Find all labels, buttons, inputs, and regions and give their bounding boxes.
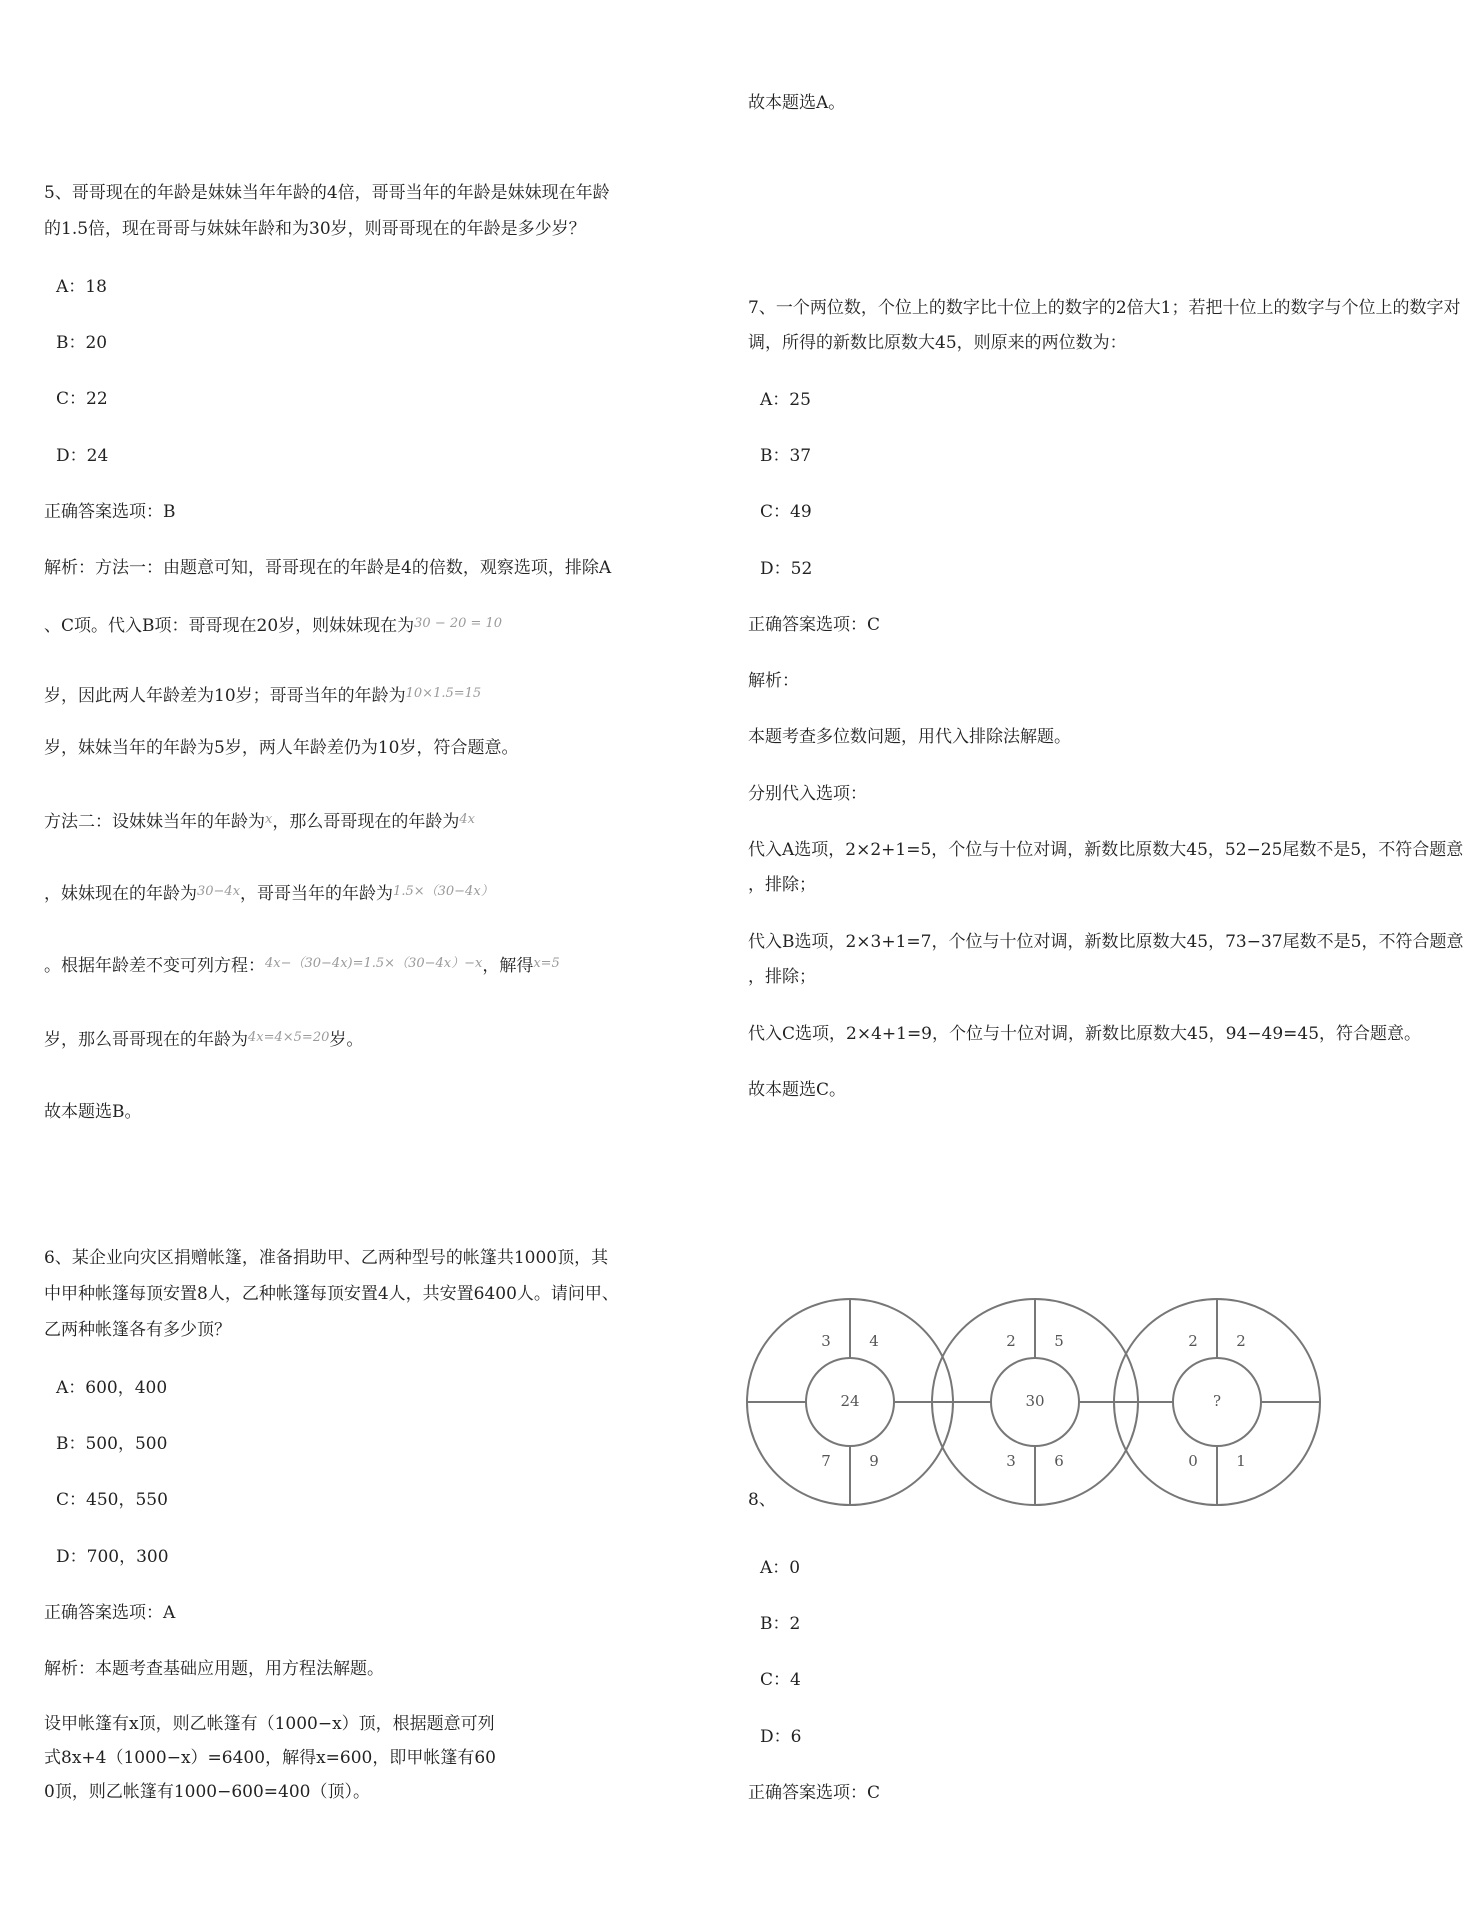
ring-number-center: 24: [840, 1392, 860, 1410]
q6-option-c: C：450，550: [56, 1490, 168, 1510]
q5-analysis-line3: 岁，因此两人年龄差为10岁；哥哥当年的年龄为$^{10\times 1.5=15}$: [44, 686, 482, 706]
q5-stem-line1: 5、哥哥现在的年龄是妹妹当年年龄的4倍，哥哥当年的年龄是妹妹现在年龄: [44, 183, 610, 203]
q6-option-a: A：600，400: [56, 1378, 168, 1398]
ring-number-bottom-left: 7: [821, 1452, 831, 1470]
q7-option-b: B：37: [760, 446, 812, 466]
ring-number-center: 30: [1025, 1392, 1045, 1410]
q6-stem-line1: 6、某企业向灾区捐赠帐篷，准备捐助甲、乙两种型号的帐篷共1000顶，其: [44, 1248, 609, 1268]
q5-method2-line3: 。根据年龄差不变可列方程：$^{4x-(30-4x)=1.5\times(30-4x)-x}$，解得$^{x=5}$: [44, 956, 560, 976]
q5-formula-6: 1.5×（30−4x）: [393, 884, 494, 899]
ring-number-top-right: 2: [1236, 1332, 1246, 1350]
ring-number-bottom-right: 1: [1236, 1452, 1246, 1470]
q5-analysis-line1: 解析：方法一：由题意可知，哥哥现在的年龄是4的倍数，观察选项，排除A: [44, 558, 612, 578]
q7-sub-c: 代入C选项，2×4+1=9，个位与十位对调，新数比原数大45，94−49=45，符合题意。: [748, 1024, 1422, 1044]
q8-answer: 正确答案选项：C: [748, 1783, 881, 1803]
q6-stem-line3: 乙两种帐篷各有多少顶？: [44, 1320, 231, 1340]
q7-analysis-line1: 本题考查多位数问题，用代入排除法解题。: [748, 727, 1071, 747]
ring-number-bottom-right: 6: [1054, 1452, 1064, 1470]
q6-option-b: B：500，500: [56, 1434, 168, 1454]
q8-option-d: D：6: [760, 1727, 802, 1747]
q5-analysis-line4: 岁，妹妹当年的年龄为5岁，两人年龄差仍为10岁，符合题意。: [44, 738, 519, 758]
q7-sub-a-line1: 代入A选项，2×2+1=5，个位与十位对调，新数比原数大45，52−25尾数不是5，不符合题意: [748, 840, 1463, 860]
q5-method2-line2: ，妹妹现在的年龄为$^{30-4x}$，哥哥当年的年龄为$^{1.5\times(30-4x)}$: [44, 884, 494, 904]
q5-formula-8: x=5: [533, 956, 560, 971]
ring-number-top-right: 4: [869, 1332, 879, 1350]
q5-analysis-line2: 、C项。代入B项：哥哥现在20岁，则妹妹现在为$^{30 - 20 = 10}$: [44, 616, 503, 636]
q6-conclusion: 故本题选A。: [748, 93, 846, 113]
ring-number-bottom-left: 3: [1006, 1452, 1016, 1470]
q8-option-a: A：0: [760, 1558, 801, 1578]
q7-option-a: A：25: [760, 390, 811, 410]
q8-ring-figure: [770, 1290, 1260, 1520]
q7-answer: 正确答案选项：C: [748, 615, 881, 635]
q7-option-c: C：49: [760, 502, 812, 522]
q6-analysis-body: 设甲帐篷有x顶，则乙帐篷有（1000−x）顶，根据题意可列式8x+4（1000−x）=6400，解得x=600，即甲帐篷有600顶，则乙帐篷有1000−600=400（顶）。: [44, 1714, 496, 1802]
ring-number-top-left: 2: [1188, 1332, 1198, 1350]
q6-option-d: D：700，300: [56, 1547, 169, 1567]
q5-formula-5: 30−4x: [197, 884, 241, 899]
q7-analysis-label: 解析：: [748, 671, 799, 691]
q5-formula-9: 4x=4×5=20: [248, 1030, 330, 1045]
q5-formula-7: 4x−（30−4x)=1.5×（30−4x）−x: [265, 956, 483, 971]
q7-conclusion: 故本题选C。: [748, 1080, 847, 1100]
q7-stem-line1: 7、一个两位数，个位上的数字比十位上的数字的2倍大1；若把十位上的数字与个位上的数字对: [748, 298, 1461, 318]
q5-conclusion: 故本题选B。: [44, 1102, 142, 1122]
q5-stem-line2: 的1.5倍，现在哥哥与妹妹年龄和为30岁，则哥哥现在的年龄是多少岁？: [44, 219, 586, 239]
ring-number-top-right: 5: [1054, 1332, 1064, 1350]
q5-option-a: A：18: [56, 277, 107, 297]
q7-sub-a-line2: ，排除；: [748, 875, 816, 895]
ring-number-top-left: 2: [1006, 1332, 1016, 1350]
ring-number-bottom-left: 0: [1188, 1452, 1198, 1470]
q5-option-d: D：24: [56, 446, 109, 466]
q7-option-d: D：52: [760, 559, 813, 579]
ring-number-center: ?: [1212, 1392, 1222, 1410]
q7-stem-line2: 调，所得的新数比原数大45，则原来的两位数为：: [748, 333, 1127, 353]
q5-method2-line1: 方法二：设妹妹当年的年龄为$^x$，那么哥哥现在的年龄为$^{4x}$: [44, 812, 475, 832]
q5-method2-line4: 岁，那么哥哥现在的年龄为$^{4x=4\times 5=20}$岁。: [44, 1030, 364, 1050]
q6-analysis-line1: 解析：本题考查基础应用题，用方程法解题。: [44, 1659, 384, 1679]
q5-option-c: C：22: [56, 389, 108, 409]
q8-option-c: C：4: [760, 1670, 801, 1690]
q5-answer: 正确答案选项：B: [44, 502, 176, 522]
q7-sub-b-line2: ，排除；: [748, 967, 816, 987]
q6-answer: 正确答案选项：A: [44, 1603, 176, 1623]
q5-formula-2: 10×1.5=15: [405, 686, 482, 701]
ring-number-bottom-right: 9: [869, 1452, 879, 1470]
q5-formula-4: 4x: [459, 812, 475, 827]
q5-formula-1: 30 − 20 = 10: [414, 616, 503, 631]
q7-sub-b-line1: 代入B选项，2×3+1=7，个位与十位对调，新数比原数大45，73−37尾数不是5，不符合题意: [748, 932, 1463, 952]
ring-number-top-left: 3: [821, 1332, 831, 1350]
q8-number: 8、: [748, 1490, 776, 1510]
q5-formula-3: x: [265, 812, 273, 827]
q8-option-b: B：2: [760, 1614, 801, 1634]
q7-analysis-line2: 分别代入选项：: [748, 784, 867, 804]
q6-stem-line2: 中甲种帐篷每顶安置8人，乙种帐篷每顶安置4人，共安置6400人。请问甲、: [44, 1284, 619, 1304]
q5-option-b: B：20: [56, 333, 108, 353]
